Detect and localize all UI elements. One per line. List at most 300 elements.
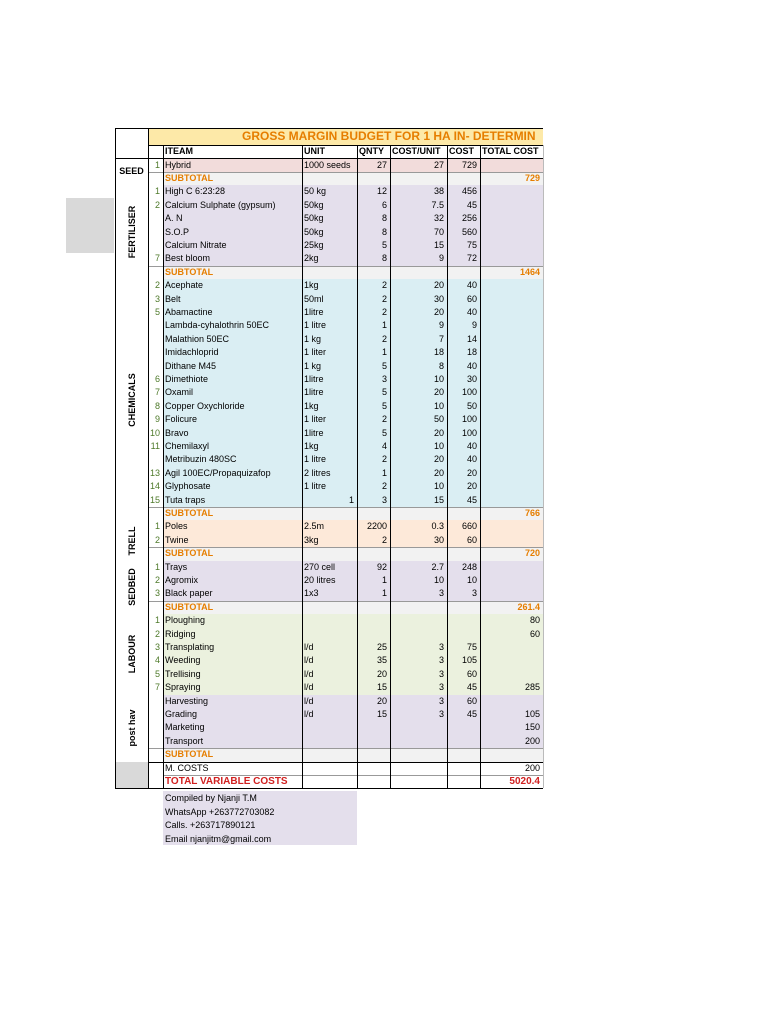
qnty-value: 2 xyxy=(381,307,387,317)
cost-value xyxy=(447,735,480,748)
row-number: 14 xyxy=(149,481,160,492)
total-cost-value xyxy=(480,373,543,386)
subtotal-value: 729 xyxy=(524,173,540,183)
row-number: 2 xyxy=(154,534,160,545)
unit-value: 1 xyxy=(348,494,354,505)
cost-value: 75 xyxy=(466,642,477,652)
unit-value xyxy=(302,628,357,641)
qnty-value: 1 xyxy=(381,588,387,599)
unit-value: 25kg xyxy=(304,240,324,250)
total-cost-value xyxy=(480,293,543,306)
item-name: High C 6:23:28 xyxy=(165,186,226,197)
unit-value: 1 kg xyxy=(304,333,322,344)
header-cost: COST xyxy=(449,146,475,156)
cost-value: 60 xyxy=(466,534,477,545)
qnty-value: 2 xyxy=(381,333,387,344)
cost-unit-value: 20 xyxy=(433,427,444,438)
row-number: 3 xyxy=(154,588,160,599)
unit-value: l/d xyxy=(304,668,314,679)
item-name: Dimethiote xyxy=(165,374,209,384)
qnty-value: 1 xyxy=(381,347,387,358)
unit-value: 1litre xyxy=(304,374,324,384)
subtotal-value xyxy=(480,748,543,761)
unit-value xyxy=(302,721,357,734)
cost-value: 60 xyxy=(466,293,477,304)
row-number: 9 xyxy=(154,414,160,425)
cost-value: 40 xyxy=(466,280,477,291)
cost-unit-value: 20 xyxy=(433,387,444,398)
footer-line: Calls. +263717890121 xyxy=(165,820,256,831)
item-name: Calcium Sulphate (gypsum) xyxy=(165,199,276,210)
cost-unit-value: 9 xyxy=(438,253,444,264)
qnty-value: 27 xyxy=(376,159,387,170)
qnty-value xyxy=(357,721,390,734)
total-cost-value xyxy=(480,159,543,172)
total-cost-value xyxy=(480,668,543,681)
cost-value: 20 xyxy=(466,467,477,478)
row-number: 10 xyxy=(149,427,160,438)
cost-unit-value: 7.5 xyxy=(431,199,444,210)
row-number: 1 xyxy=(154,615,160,626)
page-title: GROSS MARGIN BUDGET FOR 1 HA IN- DETERMIN xyxy=(242,129,536,143)
header-total-cost: TOTAL COST xyxy=(482,146,539,156)
item-name: Poles xyxy=(165,521,188,532)
item-name: Abamactine xyxy=(165,307,213,317)
subtotal-label: SUBTOTAL xyxy=(165,508,214,518)
total-cost-value xyxy=(480,574,543,587)
total-cost-value xyxy=(480,641,543,654)
header-unit: UNIT xyxy=(304,146,325,156)
subtotal-value: 261.4 xyxy=(517,601,540,612)
qnty-value: 2 xyxy=(381,454,387,465)
unit-value: 1 liter xyxy=(304,347,327,358)
grid-line xyxy=(115,128,116,788)
item-name: Folicure xyxy=(165,414,198,425)
total-cost-value: 150 xyxy=(524,722,540,733)
cost-unit-value: 10 xyxy=(433,400,444,411)
cost-unit-value: 0.3 xyxy=(431,521,444,532)
cost-unit-value: 30 xyxy=(433,293,444,304)
unit-value: 1kg xyxy=(304,441,319,451)
corner-cell xyxy=(115,128,148,145)
total-cost-value: 105 xyxy=(524,709,540,719)
qnty-value: 5 xyxy=(381,387,387,398)
unit-value: l/d xyxy=(304,642,314,652)
row-number xyxy=(148,735,163,748)
cost-unit-value: 32 xyxy=(433,213,444,224)
category-label: post hav xyxy=(126,709,137,747)
subtotal-label: SUBTOTAL xyxy=(165,749,214,760)
total-cost-value xyxy=(480,534,543,547)
unit-value: 1x3 xyxy=(304,588,319,599)
unit-value: l/d xyxy=(304,655,314,666)
qnty-value: 20 xyxy=(376,695,387,706)
cost-unit-value: 9 xyxy=(438,320,444,331)
unit-value: 1kg xyxy=(304,280,319,291)
cost-unit-value: 10 xyxy=(433,374,444,384)
row-number: 11 xyxy=(150,441,160,451)
grid-line xyxy=(115,788,543,789)
grid-line xyxy=(148,547,163,548)
subtotal-label: SUBTOTAL xyxy=(165,548,214,559)
item-name: Best bloom xyxy=(165,253,211,264)
item-name: S.O.P xyxy=(165,226,190,237)
row-number: 1 xyxy=(154,561,160,572)
row-number: 5 xyxy=(154,668,160,679)
row-number xyxy=(148,333,163,346)
item-name: Agromix xyxy=(165,575,199,585)
grid-line xyxy=(148,601,163,602)
qnty-value: 12 xyxy=(376,186,387,197)
item-name: Glyphosate xyxy=(165,481,211,492)
row-number: 3 xyxy=(154,293,160,304)
qnty-value: 5 xyxy=(381,427,387,438)
grid-line xyxy=(302,145,303,788)
cost-value: 100 xyxy=(461,387,477,398)
cost-unit-value: 8 xyxy=(438,360,444,371)
cost-value: 18 xyxy=(466,347,477,358)
total-cost-value xyxy=(480,333,543,346)
cost-value: 248 xyxy=(461,561,477,572)
total-cost-value xyxy=(480,212,543,225)
cost-unit-value: 3 xyxy=(438,682,444,693)
item-name: A. N xyxy=(165,213,183,224)
header-item: ITEAM xyxy=(165,146,193,156)
cost-value: 105 xyxy=(461,655,477,666)
item-name: Acephate xyxy=(165,280,204,291)
total-cost-value: 80 xyxy=(529,615,540,626)
total-cost-value xyxy=(480,494,543,507)
cost-value: 45 xyxy=(466,199,477,210)
total-cost-value xyxy=(480,453,543,466)
cost-unit-value: 3 xyxy=(438,642,444,652)
total-cost-value xyxy=(480,427,543,440)
item-name: Tuta traps xyxy=(165,494,206,505)
unit-value xyxy=(302,614,357,627)
grid-line xyxy=(148,748,163,749)
unit-value: 50kg xyxy=(304,199,324,210)
unit-value: 2kg xyxy=(304,253,319,264)
total-variable-costs-label: TOTAL VARIABLE COSTS xyxy=(165,776,288,787)
category-label: LABOUR xyxy=(126,635,137,674)
cost-value: 660 xyxy=(461,521,477,532)
total-cost-value xyxy=(480,226,543,239)
item-name: Transport xyxy=(165,735,204,746)
category-cell-grey xyxy=(115,762,148,789)
row-number: 13 xyxy=(149,467,160,478)
total-cost-value xyxy=(480,239,543,252)
total-cost-value xyxy=(480,346,543,359)
qnty-value: 6 xyxy=(381,199,387,210)
row-number: 2 xyxy=(154,628,160,639)
unit-value: l/d xyxy=(304,709,314,719)
qnty-value: 20 xyxy=(376,668,387,679)
item-name: Copper Oxychloride xyxy=(165,400,245,411)
row-number: 3 xyxy=(154,642,160,652)
item-name: Imidachloprid xyxy=(165,347,219,358)
category-label: SEED xyxy=(119,166,144,176)
footer-line: WhatsApp +263772703082 xyxy=(165,806,275,817)
item-name: Metribuzin 480SC xyxy=(165,454,237,465)
row-number: 6 xyxy=(154,374,160,384)
row-number: 2 xyxy=(154,280,160,291)
cost-unit-value: 50 xyxy=(433,414,444,425)
qnty-value: 25 xyxy=(376,642,387,652)
cost-value: 9 xyxy=(471,320,477,331)
unit-value: 50 kg xyxy=(304,186,327,197)
cost-unit-value: 3 xyxy=(438,588,444,599)
item-name: Agil 100EC/Propaquizafop xyxy=(165,467,271,478)
total-cost-value xyxy=(480,561,543,574)
item-name: Trellising xyxy=(165,668,201,679)
unit-value: l/d xyxy=(304,682,314,693)
qnty-value: 1 xyxy=(381,575,387,585)
grid-line xyxy=(148,145,543,146)
total-cost-value xyxy=(480,587,543,600)
unit-value xyxy=(302,735,357,748)
grid-line xyxy=(115,128,543,129)
total-cost-value xyxy=(480,199,543,212)
subtotal-label: SUBTOTAL xyxy=(165,601,214,612)
qnty-value: 1 xyxy=(381,467,387,478)
cost-unit-value: 30 xyxy=(433,534,444,545)
grid-line xyxy=(390,145,391,788)
cost-value: 14 xyxy=(466,333,477,344)
qnty-value: 2 xyxy=(381,481,387,492)
qnty-value: 2200 xyxy=(366,521,387,532)
cost-unit-value: 20 xyxy=(433,467,444,478)
qnty-value: 5 xyxy=(381,400,387,411)
grid-line xyxy=(447,145,448,788)
cost-unit-value: 7 xyxy=(438,333,444,344)
unit-value: 270 cell xyxy=(304,561,336,572)
cost-value: 40 xyxy=(466,307,477,317)
cost-value xyxy=(447,721,480,734)
item-name: Malathion 50EC xyxy=(165,333,230,344)
cost-unit-value xyxy=(390,721,447,734)
cost-value: 729 xyxy=(461,159,477,170)
cost-value: 100 xyxy=(461,414,477,425)
item-name: Trays xyxy=(165,561,188,572)
unit-value: 1 kg xyxy=(304,360,322,371)
cost-value: 75 xyxy=(466,240,477,250)
unit-value: 1 liter xyxy=(304,414,327,425)
qnty-value: 15 xyxy=(376,709,387,719)
item-name: Belt xyxy=(165,293,181,304)
total-cost-value xyxy=(480,252,543,265)
cost-unit-value: 3 xyxy=(438,709,444,719)
cost-value xyxy=(447,628,480,641)
total-cost-value xyxy=(480,480,543,493)
qnty-value: 92 xyxy=(376,561,387,572)
item-name: Grading xyxy=(165,709,198,719)
qnty-value xyxy=(357,614,390,627)
total-cost-value: 200 xyxy=(524,735,540,746)
row-number xyxy=(148,695,163,708)
item-name: Dithane M45 xyxy=(165,360,217,371)
item-name: Chemilaxyl xyxy=(165,441,210,451)
grid-line xyxy=(115,158,543,159)
cost-value xyxy=(447,614,480,627)
qnty-value xyxy=(357,628,390,641)
item-name: Lambda-cyhalothrin 50EC xyxy=(165,320,270,331)
header-qnty: QNTY xyxy=(359,146,385,156)
total-cost-value xyxy=(480,413,543,426)
row-number xyxy=(148,239,163,252)
row-number xyxy=(148,721,163,734)
item-name: Marketing xyxy=(165,722,205,733)
total-cost-value xyxy=(480,695,543,708)
cost-value: 100 xyxy=(461,427,477,438)
cost-value: 30 xyxy=(466,374,477,384)
subtotal-label: SUBTOTAL xyxy=(165,173,214,183)
cost-unit-value: 20 xyxy=(433,454,444,465)
footer-line: Compiled by Njanji T.M xyxy=(165,793,257,804)
m-costs-label: M. COSTS xyxy=(165,762,209,773)
row-number: 1 xyxy=(154,186,160,197)
grey-side-block xyxy=(66,198,114,253)
cost-value: 256 xyxy=(461,213,477,224)
cost-unit-value: 27 xyxy=(433,159,444,170)
unit-value: l/d xyxy=(304,695,314,706)
cost-unit-value: 38 xyxy=(433,186,444,197)
m-costs-value: 200 xyxy=(524,762,540,773)
unit-value: 2 litres xyxy=(304,467,331,478)
total-cost-value xyxy=(480,306,543,319)
row-number xyxy=(148,453,163,466)
unit-value: 1 litre xyxy=(304,481,327,492)
cost-value: 50 xyxy=(466,400,477,411)
qnty-value: 2 xyxy=(381,280,387,291)
qnty-value: 3 xyxy=(381,494,387,505)
row-number: 5 xyxy=(154,307,160,317)
unit-value: 20 litres xyxy=(304,575,336,585)
grid-line xyxy=(543,145,544,788)
qnty-value xyxy=(357,735,390,748)
total-variable-costs-value: 5020.4 xyxy=(509,776,540,787)
cost-value: 560 xyxy=(461,226,477,237)
unit-value: 3kg xyxy=(304,534,319,545)
item-name: Weeding xyxy=(165,655,201,666)
unit-value: 1000 seeds xyxy=(304,159,351,170)
cost-value: 3 xyxy=(471,588,477,599)
grid-line xyxy=(148,507,163,508)
unit-value: 1kg xyxy=(304,400,319,411)
qnty-value: 15 xyxy=(376,682,387,693)
qnty-value: 2 xyxy=(381,414,387,425)
total-cost-value: 285 xyxy=(524,682,540,693)
item-name: Twine xyxy=(165,534,189,545)
cost-unit-value: 10 xyxy=(433,441,444,451)
cost-value: 456 xyxy=(461,186,477,197)
header-cost-unit: COST/UNIT xyxy=(392,146,441,156)
grid-line xyxy=(163,145,164,788)
cost-unit-value: 15 xyxy=(433,494,444,505)
item-name: Hybrid xyxy=(165,159,192,170)
total-cost-value xyxy=(480,386,543,399)
row-number: 4 xyxy=(154,655,160,666)
qnty-value: 1 xyxy=(381,320,387,331)
total-cost-value xyxy=(480,279,543,292)
category-label: TRELL xyxy=(126,526,137,555)
cost-unit-value xyxy=(390,628,447,641)
subtotal-label: SUBTOTAL xyxy=(165,266,214,277)
total-cost-value xyxy=(480,360,543,373)
cost-unit-value: 2.7 xyxy=(431,561,444,572)
cost-unit-value: 70 xyxy=(433,226,444,237)
total-cost-value xyxy=(480,319,543,332)
cost-unit-value: 15 xyxy=(433,240,444,250)
cost-value: 60 xyxy=(466,695,477,706)
item-name: Oxamil xyxy=(165,387,194,398)
cost-value: 40 xyxy=(466,441,477,451)
row-number xyxy=(148,708,163,721)
cost-unit-value: 3 xyxy=(438,655,444,666)
item-name: Black paper xyxy=(165,588,213,599)
grid-line xyxy=(148,266,163,267)
unit-value: 1 litre xyxy=(304,320,327,331)
total-cost-value xyxy=(480,520,543,533)
category-label: SEDBED xyxy=(126,568,137,607)
cost-unit-value: 18 xyxy=(433,347,444,358)
row-number xyxy=(148,360,163,373)
subtotal-value: 766 xyxy=(524,508,540,518)
unit-value: 1litre xyxy=(304,307,324,317)
cost-unit-value: 10 xyxy=(433,575,444,585)
unit-value: 2.5m xyxy=(304,521,325,532)
cost-unit-value: 20 xyxy=(433,307,444,317)
category-label: CHEMICALS xyxy=(126,373,137,427)
row-number: 2 xyxy=(154,575,160,585)
total-cost-value: 60 xyxy=(529,628,540,639)
total-cost-value xyxy=(480,467,543,480)
qnty-value: 8 xyxy=(381,253,387,264)
footer-line: Email njanjitm@gmail.com xyxy=(165,833,272,844)
unit-value: 50kg xyxy=(304,226,324,237)
qnty-value: 8 xyxy=(381,226,387,237)
item-name: Bravo xyxy=(165,427,189,438)
unit-value: 1 litre xyxy=(304,454,327,465)
cost-unit-value: 20 xyxy=(433,280,444,291)
grid-line xyxy=(480,145,481,788)
qnty-value: 5 xyxy=(381,240,387,250)
qnty-value: 35 xyxy=(376,655,387,666)
cost-value: 40 xyxy=(466,454,477,465)
qnty-value: 5 xyxy=(381,360,387,371)
total-cost-value xyxy=(480,400,543,413)
unit-value: 50ml xyxy=(304,293,324,304)
unit-value: 50kg xyxy=(304,213,324,224)
cost-unit-value xyxy=(390,735,447,748)
item-name: Transplating xyxy=(165,642,215,652)
unit-value: 1litre xyxy=(304,387,324,398)
item-name: Harvesting xyxy=(165,695,209,706)
row-number: 1 xyxy=(154,521,160,532)
total-cost-value xyxy=(480,440,543,453)
row-number: 8 xyxy=(154,400,160,411)
subtotal-value: 1464 xyxy=(519,266,540,277)
cost-unit-value xyxy=(390,614,447,627)
category-label: FERTILISER xyxy=(126,206,137,259)
cost-unit-value: 10 xyxy=(433,481,444,492)
qnty-value: 4 xyxy=(381,441,387,451)
qnty-value: 2 xyxy=(381,293,387,304)
total-cost-value xyxy=(480,185,543,198)
row-number xyxy=(148,319,163,332)
cost-value: 72 xyxy=(466,253,477,264)
total-cost-value xyxy=(480,654,543,667)
cost-value: 45 xyxy=(466,682,477,693)
